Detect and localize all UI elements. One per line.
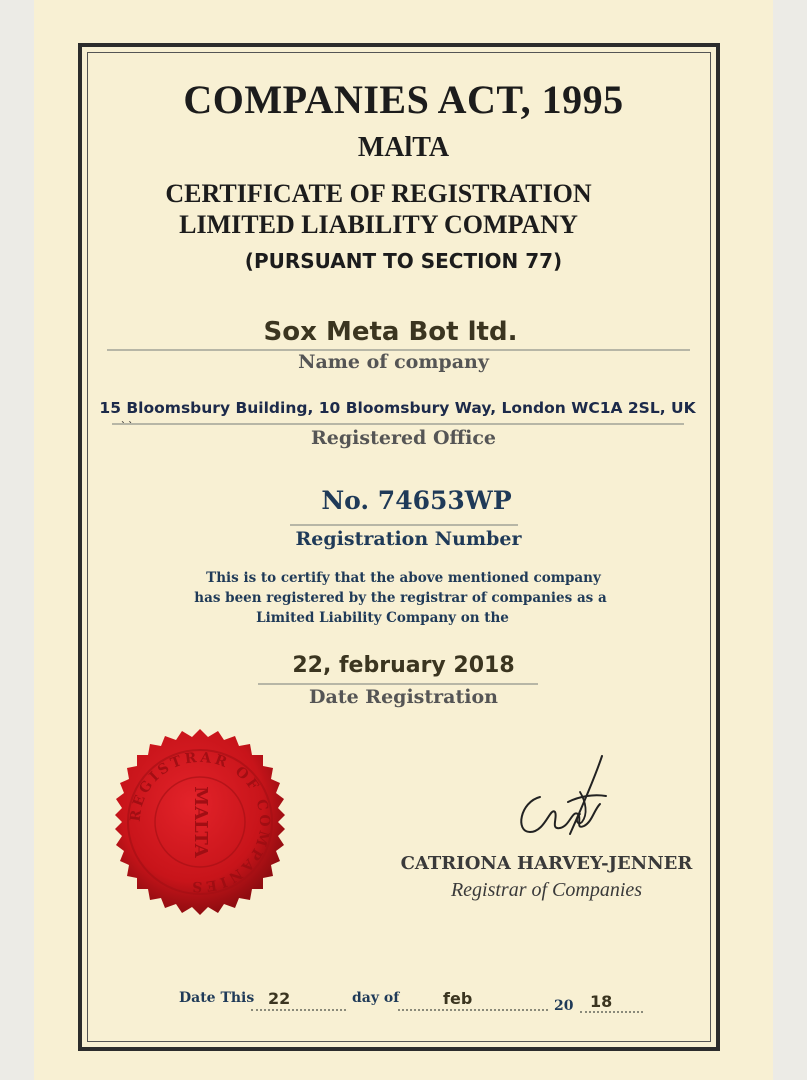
seal-center-text: MALTA xyxy=(190,786,211,858)
day-of-label: day of xyxy=(352,990,400,1006)
registrar-name: CATRIONA HARVEY-JENNER xyxy=(400,853,693,874)
year-prefix: 20 xyxy=(554,998,574,1014)
certify-line-2: has been registered by the registrar of companies as a xyxy=(194,590,607,606)
registration-number-label: Registration Number xyxy=(295,528,522,550)
registration-number: No. 74653WP xyxy=(321,486,512,515)
date-year-value: 18 xyxy=(590,992,613,1011)
registrar-signature xyxy=(510,752,620,842)
company-name-label: Name of company xyxy=(298,351,489,373)
month-blank xyxy=(398,1009,548,1011)
seal-ring-text: REGISTRAR OF COMPANIES xyxy=(127,749,273,895)
day-blank xyxy=(251,1009,346,1011)
date-day-value: 22 xyxy=(268,989,291,1008)
date-month-value: feb xyxy=(443,989,473,1008)
date-this-label: Date This xyxy=(179,990,255,1006)
year-blank xyxy=(580,1011,643,1013)
registered-office-label: Registered Office xyxy=(311,427,496,449)
certify-line-1: This is to certify that the above mentioned company xyxy=(206,570,601,586)
address-marks: `` xyxy=(120,420,135,434)
registration-date-label: Date Registration xyxy=(309,686,498,708)
certify-line-3: Limited Liability Company on the xyxy=(256,610,509,626)
registration-date: 22, february 2018 xyxy=(292,653,515,678)
certificate-heading-line2: LIMITED LIABILITY COMPANY xyxy=(179,210,578,239)
registration-date-rule xyxy=(258,683,538,685)
company-name: Sox Meta Bot ltd. xyxy=(263,317,518,347)
certificate-heading-line1: CERTIFICATE OF REGISTRATION xyxy=(165,179,592,208)
registration-number-rule xyxy=(290,524,518,526)
registrar-title: Registrar of Companies xyxy=(450,879,643,901)
pursuant-section: (PURSUANT TO SECTION 77) xyxy=(244,249,563,273)
country-heading: MAlTA xyxy=(357,132,450,163)
act-title: COMPANIES ACT, 1995 xyxy=(183,77,624,122)
address-rule xyxy=(112,423,684,425)
registered-office-address: 15 Bloomsbury Building, 10 Bloomsbury Way, London WC1A 2SL, UK xyxy=(99,399,696,417)
